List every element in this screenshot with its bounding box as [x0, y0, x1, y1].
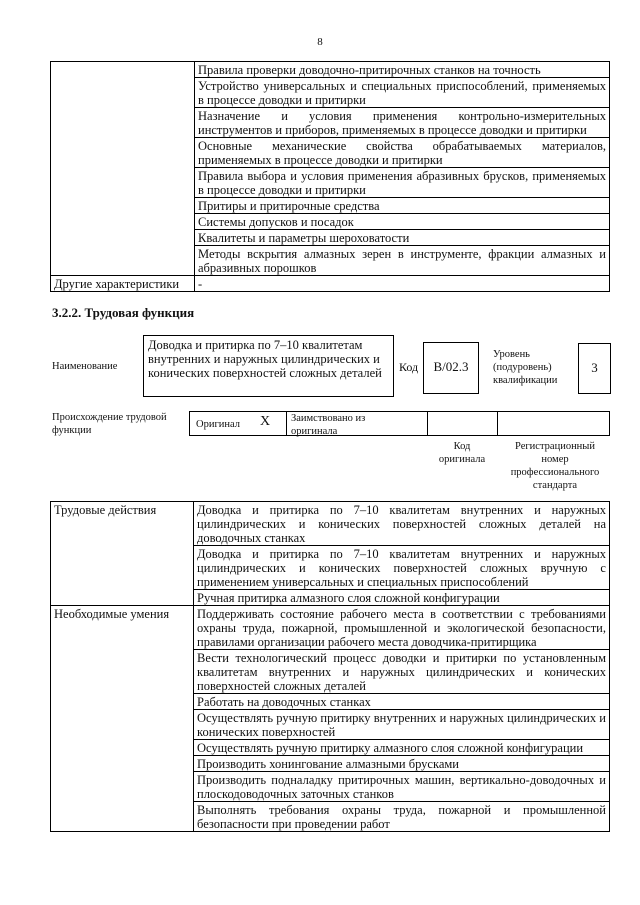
- labor-action: Доводка и притирка по 7–10 квалитетам внутренних и наружных цилиндрических и конических поверхностей сложных вручную с применением универсальных и специальных приспособлений: [194, 546, 610, 590]
- skill-item: Осуществлять ручную притирку внутренних и наружных цилиндрических и конических поверхностей: [194, 710, 610, 740]
- labor-actions-label: Трудовые действия: [51, 502, 194, 606]
- knowledge-item: Устройство универсальных и специальных приспособлений, применяемых в процессе доводки и притирки: [195, 78, 610, 108]
- origin-row: [189, 411, 610, 436]
- knowledge-item: Основные механические свойства обрабатываемых материалов, применяемых в процессе доводки и притирки: [195, 138, 610, 168]
- other-characteristics-value: -: [195, 276, 610, 292]
- origin-divider: [286, 412, 287, 435]
- knowledge-table: [50, 61, 610, 292]
- knowledge-item: Правила выбора и условия применения абразивных брусков, применяемых в процессе доводки и притирки: [195, 168, 610, 198]
- knowledge-item: Квалитеты и параметры шероховатости: [195, 230, 610, 246]
- skill-item: Работать на доводочных станках: [194, 694, 610, 710]
- labor-action: Ручная притирка алмазного слоя сложной конфигурации: [194, 590, 610, 606]
- original-label: Оригинал: [196, 419, 240, 430]
- skill-item: Производить хонингование алмазными брусками: [194, 756, 610, 772]
- borrowed-label: Заимствовано из оригинала: [291, 413, 366, 437]
- function-name: Доводка и притирка по 7–10 квалитетам внутренних и наружных цилиндрических и конических поверхностей сложных деталей: [143, 335, 394, 397]
- original-mark: X: [260, 414, 271, 429]
- skill-item: Выполнять требования охраны труда, пожарной и промышленной безопасности при проведении работ: [194, 802, 610, 832]
- knowledge-item: Системы допусков и посадок: [195, 214, 610, 230]
- skills-label: Необходимые умения: [51, 606, 194, 832]
- skill-item: Вести технологический процесс доводки и притирки по установленным квалитетам внутренних и наружных цилиндрических и конических поверхностей сложных деталей: [194, 650, 610, 694]
- level-value: 3: [578, 343, 611, 394]
- labor-action: Доводка и притирка по 7–10 квалитетам внутренних и наружных цилиндрических и конических поверхностей сложных деталей на доводочных станках: [194, 502, 610, 546]
- knowledge-label-cell: [51, 62, 195, 276]
- skill-item: Производить подналадку притирочных машин, вертикально-доводочных и плоскодоводочных заточных станков: [194, 772, 610, 802]
- origin-label: Происхождение трудовой функции: [52, 412, 167, 436]
- knowledge-item: Правила проверки доводочно-притирочных станков на точность: [195, 62, 610, 78]
- skill-item: Осуществлять ручную притирку алмазного слоя сложной конфигурации: [194, 740, 610, 756]
- name-label: Наименование: [52, 361, 118, 372]
- code-label: Код: [399, 360, 419, 374]
- knowledge-item: Назначение и условия применения контрольно-измерительных инструментов и приборов, применяемых в процессе доводки и притирки: [195, 108, 610, 138]
- section-title: 3.2.2. Трудовая функция: [52, 305, 195, 320]
- level-label: Уровень (подуровень) квалификации: [493, 349, 558, 386]
- actions-table: [50, 501, 610, 832]
- knowledge-item: Притиры и притирочные средства: [195, 198, 610, 214]
- other-characteristics-label: Другие характеристики: [51, 276, 195, 292]
- reg-number-cell: [497, 412, 498, 435]
- origin-code-label: Код оригинала: [438, 441, 486, 465]
- page-number: 8: [317, 36, 323, 48]
- skill-item: Поддерживать состояние рабочего места в соответствии с требованиями охраны труда, пожарной, промышленной и экологической безопасности, правилами организации рабочего места доводчика-притирщика: [194, 606, 610, 650]
- reg-number-label: Регистрационный номер профессионального стандарта: [510, 441, 600, 491]
- origin-code-cell: [427, 412, 428, 435]
- knowledge-item: Методы вскрытия алмазных зерен в инструменте, фракции алмазных и абразивных порошков: [195, 246, 610, 276]
- code-value: B/02.3: [423, 342, 479, 394]
